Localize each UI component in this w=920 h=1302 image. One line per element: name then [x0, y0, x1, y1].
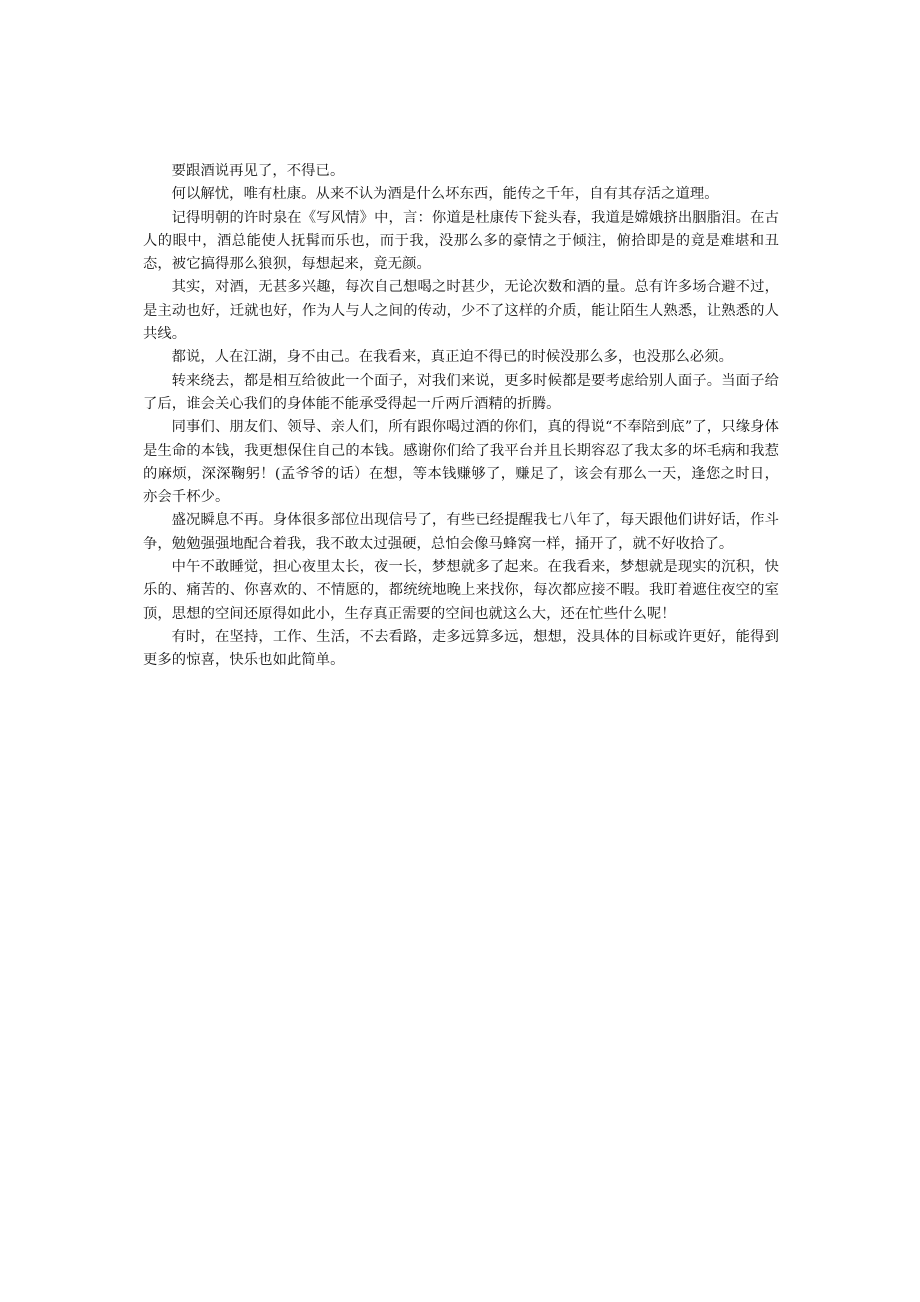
- paragraph: 其实，对酒，无甚多兴趣，每次自己想喝之时甚少，无论次数和酒的量。总有许多场合避不过，是主动也好，迁就也好，作为人与人之间的传动，少不了这样的介质，能让陌生人熟悉，让熟悉的人共线。: [143, 279, 779, 343]
- paragraph: 有时，在坚持，工作、生活，不去看路，走多远算多远，想想，没具体的目标或许更好，能得到更多的惊喜，快乐也如此简单。: [143, 628, 779, 669]
- paragraph: 要跟酒说再见了，不得已。: [171, 163, 345, 179]
- paragraph: 何以解忧，唯有杜康。从来不认为酒是什么坏东西，能传之千年，自有其存活之道理。: [171, 186, 719, 203]
- paragraph: 转来绕去，都是相互给彼此一个面子，对我们来说，更多时候都是要考虑给别人面子。当面子给了后，谁会关心我们的身体能不能承受得起一斤两斤酒精的折腾。: [143, 372, 779, 412]
- paragraph: 中午不敢睡觉，担心夜里太长，夜一长，梦想就多了起来。在我看来，梦想就是现实的沉积，快乐的、痛苦的、你喜欢的、不情愿的，都统统地晚上来找你，每次都应接不暇。我盯着遮住夜空的室顶，思想的空间还原得如此小，生存真正需要的空间也就这么大，还在忙些什么呢！: [143, 559, 779, 622]
- paragraph: 都说，人在江湖，身不由己。在我看来，真正迫不得已的时候没那么多，也没那么必须。: [171, 349, 734, 366]
- paragraph: 盛况瞬息不再。身体很多部位出现信号了，有些已经提醒我七八年了，每天跟他们讲好话，作斗争，勉勉强强地配合着我，我不敢太过强硬，总怕会像马蜂窝一样，捅开了，就不好收拾了。: [143, 512, 779, 552]
- paragraph: 同事们、朋友们、领导、亲人们，所有跟你喝过酒的你们，真的得说“不奉陪到底”了，只缘身体是生命的本钱，我更想保住自己的本钱。感谢你们给了我平台并且长期容忍了我太多的坏毛病和我惹的麻烦，深深鞠躬！(孟爷爷的话）在想，等本钱赚够了，赚足了，该会有那么一天，逢您之时日，亦会千杯少。: [143, 419, 779, 506]
- document-body: [143, 160, 779, 673]
- paragraph: 记得明朝的许时泉在《写风情》中，言：你道是杜康传下瓮头春，我道是嫦娥挤出胭脂泪。在古人的眼中，酒总能使人抚髯而乐也，而于我，没那么多的豪情之于倾注，俯拾即是的竟是难堪和丑态，被它搞得那么狼狈，每想起来，竟无颜。: [143, 209, 779, 273]
